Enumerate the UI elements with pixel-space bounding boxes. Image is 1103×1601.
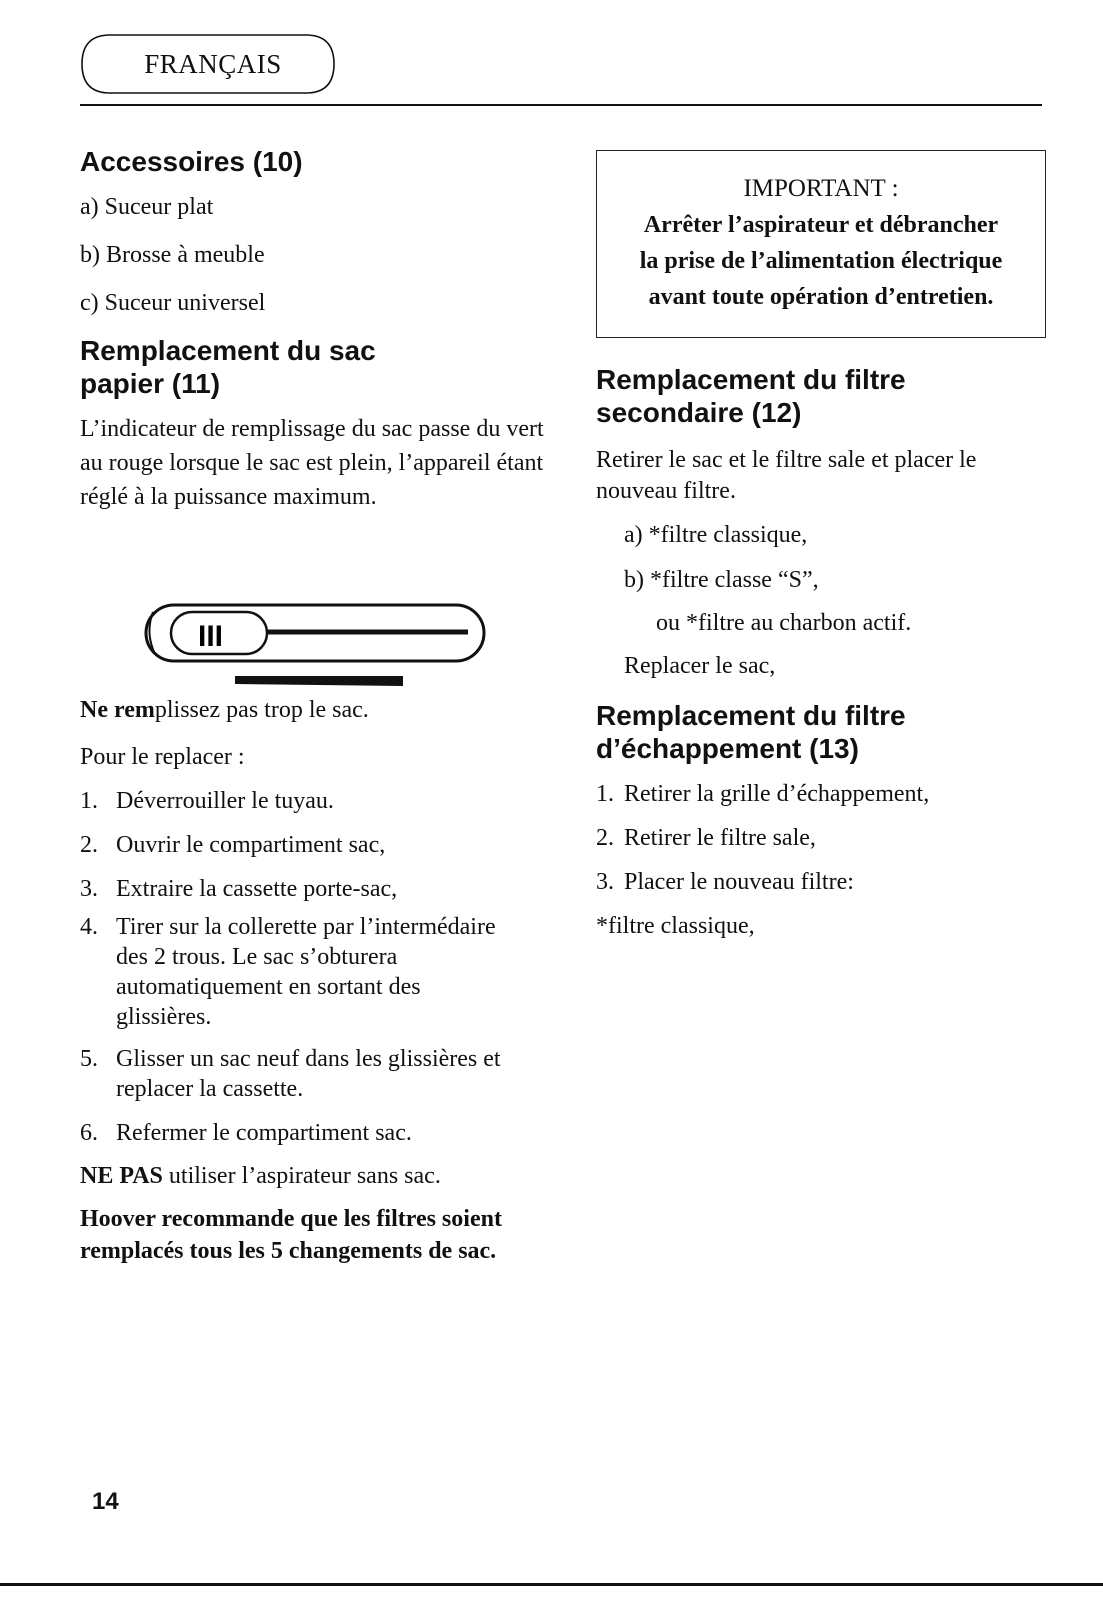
step-number: 1. (596, 781, 614, 807)
accessories-heading: Accessoires (10) (80, 146, 303, 177)
bag-heading: Remplacement du sac papier (11) (80, 335, 376, 399)
bag-step (80, 1044, 550, 1104)
step-text: Extraire la cassette porte-sac, (116, 876, 398, 902)
bag-step (80, 830, 550, 860)
step-number: 2. (596, 825, 614, 851)
fill-indicator-illustration (143, 602, 493, 697)
step-text: Retirer la grille d’échappement, (624, 781, 930, 807)
step-number: 5. (80, 1046, 98, 1072)
step-number: 3. (80, 876, 98, 902)
fill-indicator-icon (143, 602, 493, 692)
secondary-filter-alt: ou *filtre au charbon actif. (656, 610, 912, 636)
important-line: avant toute opération d’entretien. (648, 284, 994, 310)
bag-step (80, 912, 550, 1032)
exhaust-filter-heading: Remplacement du filtre d’échappement (13) (596, 700, 906, 764)
important-title: IMPORTANT : (743, 175, 899, 202)
filter-recommendation: Hoover recommande que les filtres soient remplacés tous les 5 changements de sac. (80, 1206, 502, 1264)
step-text: Retirer le filtre sale, (624, 825, 816, 851)
bottom-rule (0, 1583, 1103, 1586)
secondary-filter-intro: Retirer le sac et le filtre sale et placer le nouveau filtre. (596, 447, 977, 504)
overfill-warning (80, 694, 550, 727)
page-number: 14 (92, 1488, 119, 1515)
step-number: 1. (80, 788, 98, 814)
replace-bag: Replacer le sac, (624, 653, 776, 679)
step-number: 4. (80, 914, 98, 940)
left-column (80, 145, 550, 1267)
bag-step (80, 1118, 550, 1148)
overfill-warning-bold: Ne rem (80, 697, 155, 723)
replace-intro: Pour le replacer : (80, 744, 245, 770)
right-column (596, 150, 1046, 941)
accessory-item: a) Suceur plat (80, 194, 214, 220)
no-bag-warning-bold: NE PAS (80, 1163, 163, 1189)
step-text: Refermer le compartiment sac. (116, 1120, 412, 1146)
exhaust-step (596, 823, 1046, 853)
exhaust-step (596, 867, 1046, 897)
important-line: la prise de l’alimentation électrique (639, 248, 1003, 274)
language-label: FRANÇAIS (144, 48, 282, 79)
step-text: Déverrouiller le tuyau. (116, 788, 334, 814)
step-number: 3. (596, 869, 614, 895)
important-line: Arrêter l’aspirateur et débrancher (643, 212, 999, 238)
step-text: Tirer sur la collerette par l’intermédaire des 2 trous. Le sac s’obturera automatiquement en sortant des glissières. (116, 914, 496, 1030)
no-bag-warning (80, 1160, 550, 1193)
overfill-warning-rest: plissez pas trop le sac. (154, 697, 369, 723)
accessory-item: b) Brosse à meuble (80, 242, 265, 268)
no-bag-warning-rest: utiliser l’aspirateur sans sac. (162, 1163, 441, 1189)
exhaust-step (596, 779, 1046, 809)
secondary-filter-item: b) *filtre classe “S”, (624, 567, 819, 593)
bag-intro: L’indicateur de remplissage du sac passe du vert au rouge lorsque le sac est plein, l’appareil étant réglé à la puissance maximum. (80, 416, 544, 510)
exhaust-filter-note: *filtre classique, (596, 913, 755, 939)
bag-step (80, 874, 550, 904)
header-rule (80, 104, 1042, 106)
secondary-filter-heading: Remplacement du filtre secondaire (12) (596, 364, 906, 428)
language-tab (80, 33, 336, 95)
step-text: Ouvrir le compartiment sac, (116, 832, 386, 858)
step-text: Glisser un sac neuf dans les glissières et replacer la cassette. (116, 1046, 501, 1102)
indicator-label: III (198, 620, 224, 653)
step-number: 6. (80, 1120, 98, 1146)
secondary-filter-item: a) *filtre classique, (624, 522, 808, 548)
accessory-item: c) Suceur universel (80, 290, 266, 316)
step-text: Placer le nouveau filtre: (624, 869, 854, 895)
step-number: 2. (80, 832, 98, 858)
important-box (596, 150, 1046, 338)
bag-step (80, 786, 550, 816)
